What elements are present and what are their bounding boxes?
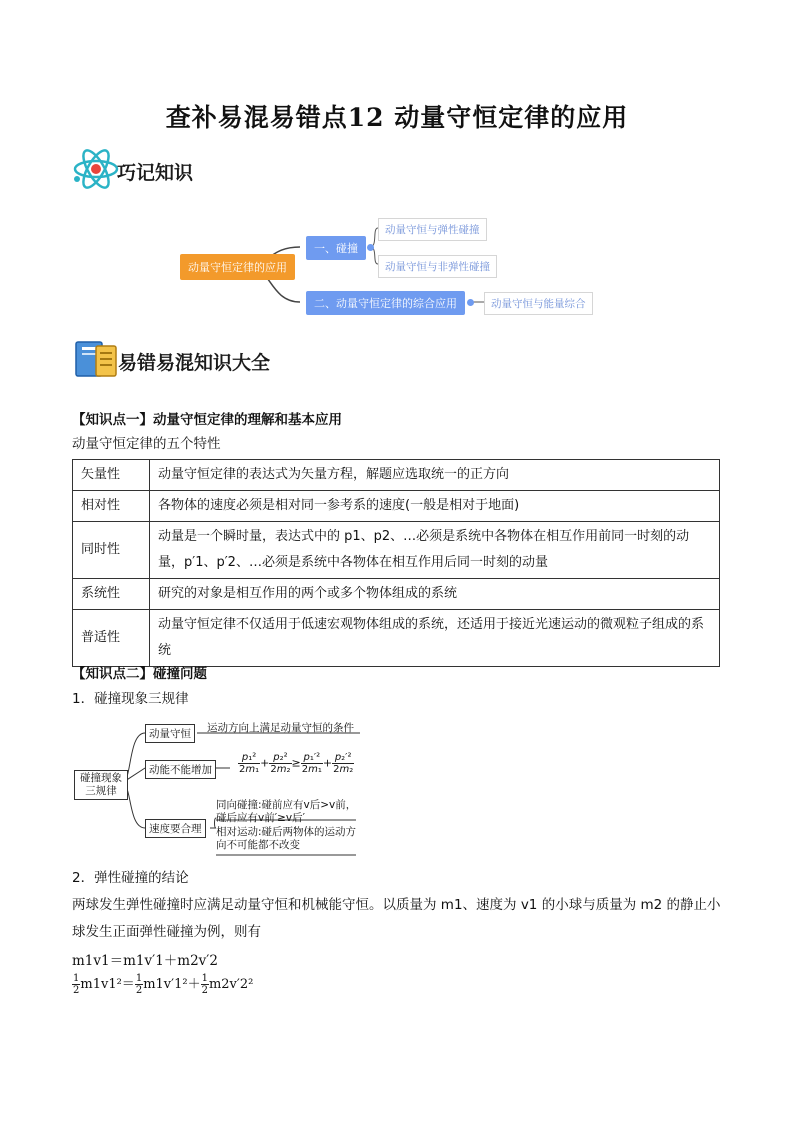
rule-velocity-note-1: 同向碰撞:碰前应有v后>v前，碰后应有v前′≥v后′ [216,799,357,824]
kp2-heading: 【知识点二】碰撞问题 [72,666,207,682]
elastic-heading: 2．弹性碰撞的结论 [72,870,189,886]
mindmap-branch-comprehensive: 二、动量守恒定律的综合应用 [306,291,465,315]
page-title: 查补易混易错点12 动量守恒定律的应用 [165,103,629,132]
rule-kinetic: 动能不能增加 [145,760,216,779]
collision-root: 碰撞现象三规律 [74,770,128,800]
rule-velocity-note-2: 相对运动:碰后两物体的运动方向不可能都不改变 [216,826,357,851]
kp1-subtitle: 动量守恒定律的五个特性 [72,436,221,452]
kp2-sub1: 1．碰撞现象三规律 [72,691,189,707]
kp1-heading: 【知识点一】动量守恒定律的理解和基本应用 [72,412,342,428]
mindmap-leaf: 动量守恒与弹性碰撞 [378,218,487,241]
table-key: 矢量性 [73,460,150,491]
equation-momentum: m1v1＝m1v′1＋m2v′2 [72,953,218,969]
rule-momentum-note: 运动方向上满足动量守恒的条件 [207,722,354,734]
equation-energy: $\frac{1}{2}$ m1v1²＝ $\frac{1}{2}$ m1v′1²＋ $\frac{1}{2}$ m2v′2² [73,973,254,996]
section-heading-errors: 易错易混知识大全 [118,352,271,374]
section-heading-memory: 巧记知识 [117,162,194,184]
elastic-paragraph: 两球发生弹性碰撞时应满足动量守恒和机械能守恒。以质量为 m1、速度为 v1 的小球与质量为 m2 的静止小球发生正面弹性碰撞为例，则有 [72,897,721,940]
mindmap-leaf: 动量守恒与能量综合 [484,292,593,315]
table-value: 动量守恒定律不仅适用于低速宏观物体组成的系统，还适用于接近光速运动的微观粒子组成的系统 [150,610,720,667]
mindmap-branch-collision: 一、碰撞 [306,236,366,260]
mindmap-leaf: 动量守恒与非弹性碰撞 [378,255,497,278]
kinetic-inequality: $\frac{\text{p₁²}}{\text{2m₁}}$ + $\frac{\text{p₂²}}{\text{2m₂}}$ ≥ $\frac{\text{p₁′²}}{\text{2m₁}}$ + $\frac{\text{p₂′²}}{\text{2m₂}}$ [239,752,354,775]
table-value: 各物体的速度必须是相对同一参考系的速度(一般是相对于地面) [150,491,720,522]
mindmap-root: 动量守恒定律的应用 [180,254,295,280]
table-key: 同时性 [73,522,150,579]
table-key: 普适性 [73,610,150,667]
rule-momentum: 动量守恒 [145,724,195,743]
table-key: 相对性 [73,491,150,522]
rule-velocity: 速度要合理 [145,819,206,838]
table-value: 动量是一个瞬时量，表达式中的 p1、p2、…必须是系统中各物体在相互作用前同一时刻的动量，p′1、p′2、…必须是系统中各物体在相互作用后同一时刻的动量 [150,522,720,579]
table-value: 动量守恒定律的表达式为矢量方程，解题应选取统一的正方向 [150,460,720,491]
table-key: 系统性 [73,579,150,610]
table-value: 研究的对象是相互作用的两个或多个物体组成的系统 [150,579,720,610]
